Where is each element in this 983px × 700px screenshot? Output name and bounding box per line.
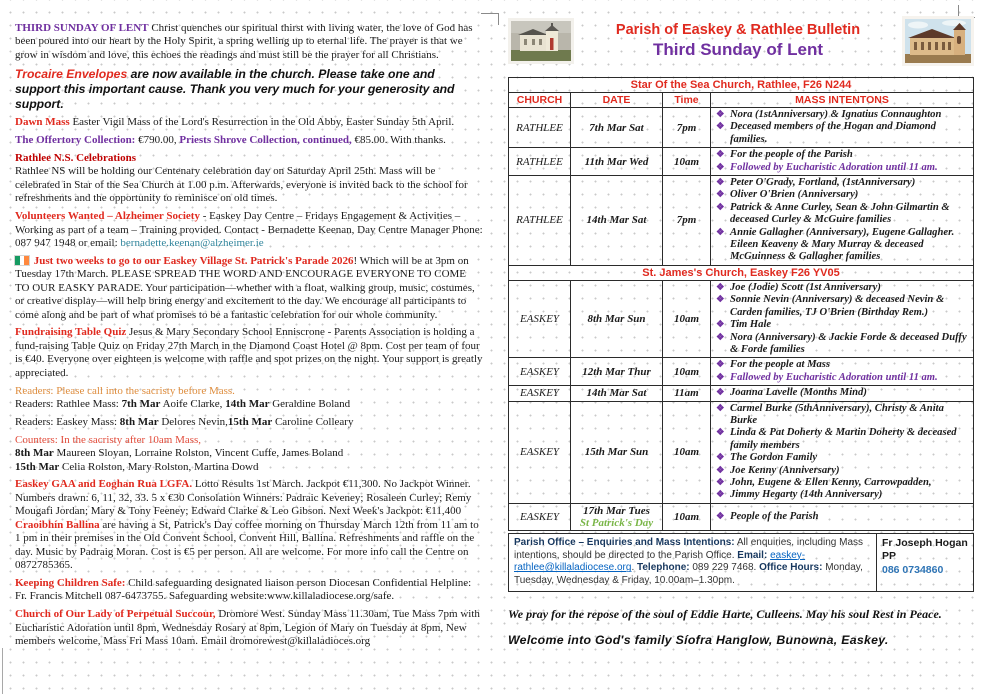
- text-segment: ! Which will be at 3pm on Tuesday 17th March. PLEASE SPREAD THE WORD AND ENCOURAGE EVERYONE TO COME TO OUR EASKY PARADE. Your participation—whether with a float, walking group, music, costumes, or creative display—will help bring energy and excitement to the day. We encourage all participants to come along and be part of what promises to be a fantastic celebration for our whole community.: [15, 254, 475, 321]
- priest-contact: [877, 533, 974, 591]
- mass-intention: [715, 109, 969, 121]
- mass-intention: [715, 202, 969, 227]
- time-cell: 7pm: [663, 108, 711, 148]
- easkey-church-painting-icon: [902, 16, 974, 66]
- intentions-cell: [711, 358, 974, 386]
- text-segment: Rathlee N.S. Celebrations: [15, 152, 136, 165]
- intention-text: Jimmy Hegarty (14th Anniversary): [730, 489, 883, 501]
- text-segment: - Easkey Day Centre – Fridays Engagement & Activities – Working as part of a team – Training provided. Contact - Bernadette Keenan, Day Centre Manager Phone: 087 947 1948 or email:: [15, 210, 483, 249]
- dawn-mass-paragraph: [15, 116, 483, 129]
- text-segment: Christ quenches our spiritual thirst with living water, the love of God has been poured into our heart by the Holy Spirit, a spring welling up to eternal life. The prayer is that we grow in wisdom and love, this echoes the readings and must still be the prayer for all Christians.: [15, 22, 473, 61]
- text-segment: Fundraising Table Quiz: [15, 326, 127, 339]
- intention-text: Sonnie Nevin (Anniversary) & deceased Nevin & Carden families, TJ O'Brien (Birthday Rem.): [730, 294, 945, 318]
- text-segment: Church of Our Lady of Perpetual Succour,: [15, 608, 216, 621]
- mass-intention: [715, 294, 969, 319]
- parish-office-box: [508, 533, 974, 592]
- left-page: [15, 22, 483, 653]
- text-segment: Celia Rolston, Mary Rolston, Martina Dowd: [59, 460, 259, 473]
- date-cell: 14th Mar Sat: [571, 176, 663, 266]
- diamond-bullet-icon: ❖: [716, 360, 725, 371]
- text-segment: Keeping Children Safe:: [15, 576, 126, 589]
- mass-intention: [715, 121, 969, 146]
- diamond-bullet-icon: ❖: [716, 511, 725, 522]
- date-note: St Patrick's Day: [579, 516, 654, 529]
- text-segment: 15th Mar: [15, 460, 60, 473]
- text-segment: Craoibhín Ballina: [15, 518, 100, 531]
- church-cell: EASKEY: [509, 386, 571, 401]
- church-cell: EASKEY: [509, 503, 571, 530]
- bulletin-header: [508, 16, 974, 66]
- offertory-collection-paragraph: [15, 134, 483, 147]
- mass-row: [509, 280, 974, 357]
- text-segment: Priests Shrove Collection, continued,: [179, 134, 352, 147]
- gaa-lotto-paragraph: [15, 478, 483, 518]
- text-segment: Parish Office – Enquiries and Mass Intentions:: [514, 536, 735, 548]
- parish-office-info: [509, 533, 877, 591]
- text-segment: Monday, Tuesday, Wednesday & Friday, 10.00am–1.30pm.: [514, 562, 863, 587]
- mass-intention: [715, 489, 969, 501]
- diamond-bullet-icon: ❖: [716, 465, 725, 476]
- text-segment: Email:: [737, 549, 768, 561]
- text-segment: €85.00. With thanks.: [351, 134, 446, 147]
- church-cell: EASKEY: [509, 358, 571, 386]
- intention-text: Joe Kenny (Anniversary): [730, 464, 840, 476]
- text-segment: 14th Mar: [225, 397, 270, 410]
- mass-intention: [715, 177, 969, 189]
- text-segment: 089 229 7468.: [689, 562, 760, 574]
- text-segment: Delores Nevin,: [158, 415, 228, 428]
- intentions-cell: [711, 280, 974, 357]
- text-segment: are now available in the church. Please take one and support this important cause. Thank you very much for your generosity and support.: [15, 66, 455, 111]
- email-link[interactable]: bernadette.keenan@alzheimer.ie: [120, 236, 264, 249]
- intentions-cell: [711, 148, 974, 176]
- diamond-bullet-icon: ❖: [716, 332, 725, 343]
- church-cell: RATHLEE: [509, 148, 571, 176]
- diamond-bullet-icon: ❖: [716, 178, 725, 189]
- text-segment: Telephone:: [637, 562, 690, 574]
- mass-intentions-table: [508, 77, 974, 531]
- rathlee-church-photo-icon: [508, 18, 574, 64]
- left-page-content: [15, 22, 483, 648]
- diamond-bullet-icon: ❖: [716, 372, 725, 383]
- text-segment: The Offertory Collection:: [15, 134, 136, 147]
- date-cell: 15th Mar Sun: [571, 401, 663, 503]
- intention-text: Followed by Eucharistic Adoration until 11 am.: [730, 161, 938, 173]
- trocaire-envelopes-paragraph: [15, 67, 483, 112]
- mass-intention: [715, 359, 969, 371]
- church-cell: RATHLEE: [509, 176, 571, 266]
- mass-intention: [715, 282, 969, 294]
- mass-intention: [715, 319, 969, 331]
- intention-text: For the people of the Parish: [730, 149, 853, 161]
- diamond-bullet-icon: ❖: [716, 403, 725, 414]
- intention-text: Carmel Burke (5thAnniversary), Christy & Anita Burke: [730, 402, 944, 426]
- church-section-header: St. James's Church, Easkey F26 YV05: [509, 265, 974, 280]
- mass-row: [509, 148, 974, 176]
- diamond-bullet-icon: ❖: [716, 202, 725, 213]
- diamond-bullet-icon: ❖: [716, 122, 725, 133]
- email-link[interactable]: easkey-rathlee@killaladiocese.org: [514, 549, 806, 574]
- intention-text: Annie Gallagher (Anniversary), Eugene Gallagher. Eileen Keaveny & Mary Murray & deceased McGuinness & Gallagher families: [730, 226, 955, 263]
- text-segment: All enquiries, including Mass intentions, should be directed to the Parish Office.: [514, 536, 864, 561]
- text-segment: Dawn Mass: [15, 116, 70, 129]
- church-cell: RATHLEE: [509, 108, 571, 148]
- mass-intention: [715, 189, 969, 201]
- mass-row: [509, 108, 974, 148]
- mass-row: [509, 176, 974, 266]
- readers-notice: [15, 385, 483, 398]
- mass-intention: [715, 427, 969, 452]
- diamond-bullet-icon: ❖: [716, 453, 725, 464]
- date-cell: 17th Mar Tues St Patrick's Day: [571, 503, 663, 530]
- intention-text: Joanna Lavelle (Months Mind): [730, 387, 867, 399]
- baptism-welcome: Welcome into God's family Síofra Hanglow, Bunowna, Easkey.: [508, 632, 889, 647]
- irish-flag-icon: [15, 256, 29, 265]
- intention-text: Joe (Jodie) Scott (1st Anniversary): [730, 281, 881, 293]
- intention-text: Oliver O'Brien (Anniversary): [730, 189, 859, 201]
- diamond-bullet-icon: ❖: [716, 477, 725, 488]
- rathlee-ns-heading: [15, 152, 483, 165]
- intentions-cell: [711, 401, 974, 503]
- bulletin-titles: [574, 22, 902, 60]
- text-segment: 8th Mar: [119, 415, 159, 428]
- column-header: Time: [663, 93, 711, 108]
- text-segment: Geraldine Boland: [269, 397, 351, 410]
- volunteers-wanted-paragraph: [15, 210, 483, 250]
- mass-intention: [715, 227, 969, 264]
- counters-notice: [15, 434, 483, 447]
- diamond-bullet-icon: ❖: [716, 150, 725, 161]
- date-cell: 14th Mar Sat: [571, 386, 663, 401]
- church-section-header: Star Of the Sea Church, Rathlee, F26 N244: [509, 78, 974, 93]
- intentions-cell: [711, 503, 974, 530]
- mass-row: [509, 503, 974, 530]
- intention-text: People of the Parish: [730, 510, 819, 522]
- mass-intention: [715, 511, 969, 523]
- text-segment: Counters: In the sacristy after 10am Mass,: [15, 433, 202, 446]
- mass-intention: [715, 372, 969, 384]
- right-page: [508, 16, 974, 648]
- text-segment: 8th Mar: [15, 447, 54, 460]
- mass-intention: [715, 162, 969, 174]
- mass-row: [509, 358, 974, 386]
- perpetual-succour-paragraph: [15, 608, 483, 648]
- text-segment: Jesus & Mary Secondary School Enniscrone - Parents Association is holding a fund-raising Table Quiz on Friday 27th March in the Diamond Coast Hotel @ 8pm. Cost per team of four is €40. Everyone over eighteen is welcome with raffle and spot prizes on the night. Your support is greatly appreciated.: [15, 326, 483, 379]
- diamond-bullet-icon: ❖: [716, 388, 725, 399]
- mass-row: [509, 386, 974, 401]
- fundraising-quiz-paragraph: [15, 326, 483, 380]
- date-cell: 8th Mar Sun: [571, 280, 663, 357]
- mass-intention: [715, 477, 969, 489]
- diamond-bullet-icon: ❖: [716, 162, 725, 173]
- text-segment: Aoife Clarke,: [160, 397, 226, 410]
- intention-text: Deceased members of the Hogan and Diamond families.: [730, 121, 936, 145]
- readers-rathlee: [15, 398, 483, 411]
- counters-15th: [15, 461, 483, 474]
- text-segment: Lotto Results 1st March. Jackpot €11,300. No Jackpot Winner. Numbers drawn: 6, 11, 32, 33. 5 x €30 Consolation Winners: Padraic Keveney; Rosaleen Curley; Remy Mougafi Jordan; Mary & Tony Feeney; Edward Clarke & Leo Gibson. Next Week's Jackpot: €11,400: [15, 478, 472, 518]
- counters-8th: [15, 447, 483, 460]
- mass-intention: [715, 387, 969, 399]
- time-cell: 10am: [663, 148, 711, 176]
- mass-intention: [715, 465, 969, 477]
- text-segment: Readers: Easkey Mass:: [15, 415, 120, 428]
- intention-text: Nora (1stAnniversary) & Ignatius Connaughton: [730, 109, 942, 120]
- mass-intention: [715, 332, 969, 357]
- intention-text: Fallowed by Eucharistic Adoration until 11 am.: [730, 371, 938, 383]
- intentions-cell: [711, 108, 974, 148]
- text-segment: Easter Vigil Mass of the Lord's Resurrection in the Old Abby, Easter Sunday 5th April.: [69, 116, 455, 129]
- text-segment: 7th Mar: [121, 397, 161, 410]
- page-edge-mark-left: [2, 648, 3, 694]
- text-segment: are having a St, Patrick's Day coffee morning on Thursday March 12th from 11 am to 1 pm in their premises in the Old Convent School, Convent Hill, Ballina. Refreshments and raffle on the day. Music by Padraig Moran. Cost is €5 per person. All are welcome. For more info call the Centre on 0872785365.: [15, 518, 479, 571]
- text-segment: THIRD SUNDAY OF LENT: [15, 22, 149, 34]
- text-segment: Rathlee NS will be holding our Centenary celebration day on Saturday April 25th. Mass will be celebrated in Star of the Sea Church at 1.00 p.m. Afterwards, everyone is invited back to the school for refreshments and the opportunity to reminisce on old times.: [15, 165, 468, 205]
- column-header: MASS INTENTONS: [711, 93, 974, 108]
- mass-intention: [715, 149, 969, 161]
- diamond-bullet-icon: ❖: [716, 190, 725, 201]
- diamond-bullet-icon: ❖: [716, 295, 725, 306]
- crop-mark-top-center: [481, 13, 499, 25]
- mass-intention: [715, 403, 969, 428]
- intention-text: Patrick & Anne Curley, Sean & John Gilmartin & deceased Curley & McGuire families: [730, 201, 950, 226]
- time-cell: 10am: [663, 280, 711, 357]
- text-segment: Dromore West. Sunday Mass 11.30am, Tue Mass 7pm with Eucharistic Adoration until 8pm, Wednesday Rosary at 8pm, Legion of Mary on Tuesday at 8pm, New members welcome, Mass Fri Mass 10am. Email dromorewest@killaladioces.org: [15, 608, 480, 647]
- intention-text: Peter O'Grady, Fortland, (1stAnniversary): [730, 177, 916, 189]
- bulletin-subtitle: Third Sunday of Lent: [653, 40, 823, 59]
- time-cell: 11am: [663, 386, 711, 401]
- patricks-parade-paragraph: [15, 255, 483, 322]
- intentions-cell: [711, 176, 974, 266]
- readers-easkey: [15, 416, 483, 429]
- intention-text: Linda & Pat Doherty & Martin Doherty & deceased family members: [730, 427, 957, 451]
- column-header: DATE: [571, 93, 663, 108]
- diamond-bullet-icon: ❖: [716, 428, 725, 439]
- diamond-bullet-icon: ❖: [716, 320, 725, 331]
- date-cell: 11th Mar Wed: [571, 148, 663, 176]
- third-sunday-paragraph: [15, 22, 483, 62]
- diamond-bullet-icon: ❖: [716, 490, 725, 501]
- diamond-bullet-icon: ❖: [716, 227, 725, 238]
- text-segment: Volunteers Wanted – Alzheimer Society: [15, 210, 200, 223]
- keeping-children-safe-paragraph: [15, 577, 483, 604]
- text-segment: .: [631, 562, 637, 574]
- repose-notice: We pray for the repose of the soul of Eddie Harte, Culleens. May his soul Rest in Peace.: [508, 606, 942, 621]
- date-cell: 7th Mar Sat: [571, 108, 663, 148]
- intention-text: Tim Hale: [730, 319, 772, 331]
- text-segment: Readers: Rathlee Mass:: [15, 397, 122, 410]
- date-cell: 12th Mar Thur: [571, 358, 663, 386]
- church-cell: EASKEY: [509, 401, 571, 503]
- intention-text: For the people at Mass: [730, 359, 831, 371]
- craoibhin-ballina-paragraph: [15, 519, 483, 573]
- intention-text: The Gordon Family: [730, 452, 818, 464]
- time-cell: 7pm: [663, 176, 711, 266]
- text-segment: Caroline Colleary: [272, 415, 354, 428]
- mass-table-body: [509, 78, 974, 531]
- time-cell: 10am: [663, 358, 711, 386]
- priest-phone: 086 0734860: [882, 563, 944, 576]
- text-segment: Office Hours:: [759, 562, 823, 574]
- priest-name: Fr Joseph Hogan PP: [882, 536, 968, 562]
- text-segment: Easkey GAA and Eoghan Rua LGFA.: [15, 478, 193, 491]
- bulletin-title: Parish of Easkey & Rathlee Bulletin: [615, 22, 861, 38]
- time-cell: 10am: [663, 503, 711, 530]
- church-cell: EASKEY: [509, 280, 571, 357]
- intention-text: Nora (Anniversary) & Jackie Forde & deceased Duffy & Forde families: [730, 331, 967, 355]
- mass-row: [509, 401, 974, 503]
- text-segment: Maureen Sloyan, Lorraine Rolston, Vincent Cuffe, James Boland: [53, 447, 344, 460]
- mass-intention: [715, 452, 969, 464]
- text-segment: €790.00,: [135, 134, 180, 147]
- text-segment: Trocaire Envelopes: [15, 66, 128, 81]
- intentions-cell: [711, 386, 974, 401]
- intention-text: John, Eugene & Ellen Kenny, Carrowpadden,: [730, 476, 932, 488]
- rathlee-ns-paragraph: [15, 165, 483, 205]
- time-cell: 10am: [663, 401, 711, 503]
- diamond-bullet-icon: ❖: [716, 110, 725, 120]
- text-segment: Readers: Please call into the sacristy before Mass.: [15, 384, 235, 397]
- text-segment: 15th Mar: [227, 415, 273, 428]
- column-header: CHURCH: [509, 93, 571, 108]
- diamond-bullet-icon: ❖: [716, 282, 725, 293]
- text-segment: Just two weeks to go to our Easkey Village St. Patrick's Parade 2026: [31, 254, 354, 267]
- text-segment: Child safeguarding designated liaison person Diocesan Confidential Helpline: Fr. Francis Mitchell 087-6473755. Safeguarding website:www.killaladiocese.org/safe.: [15, 576, 472, 603]
